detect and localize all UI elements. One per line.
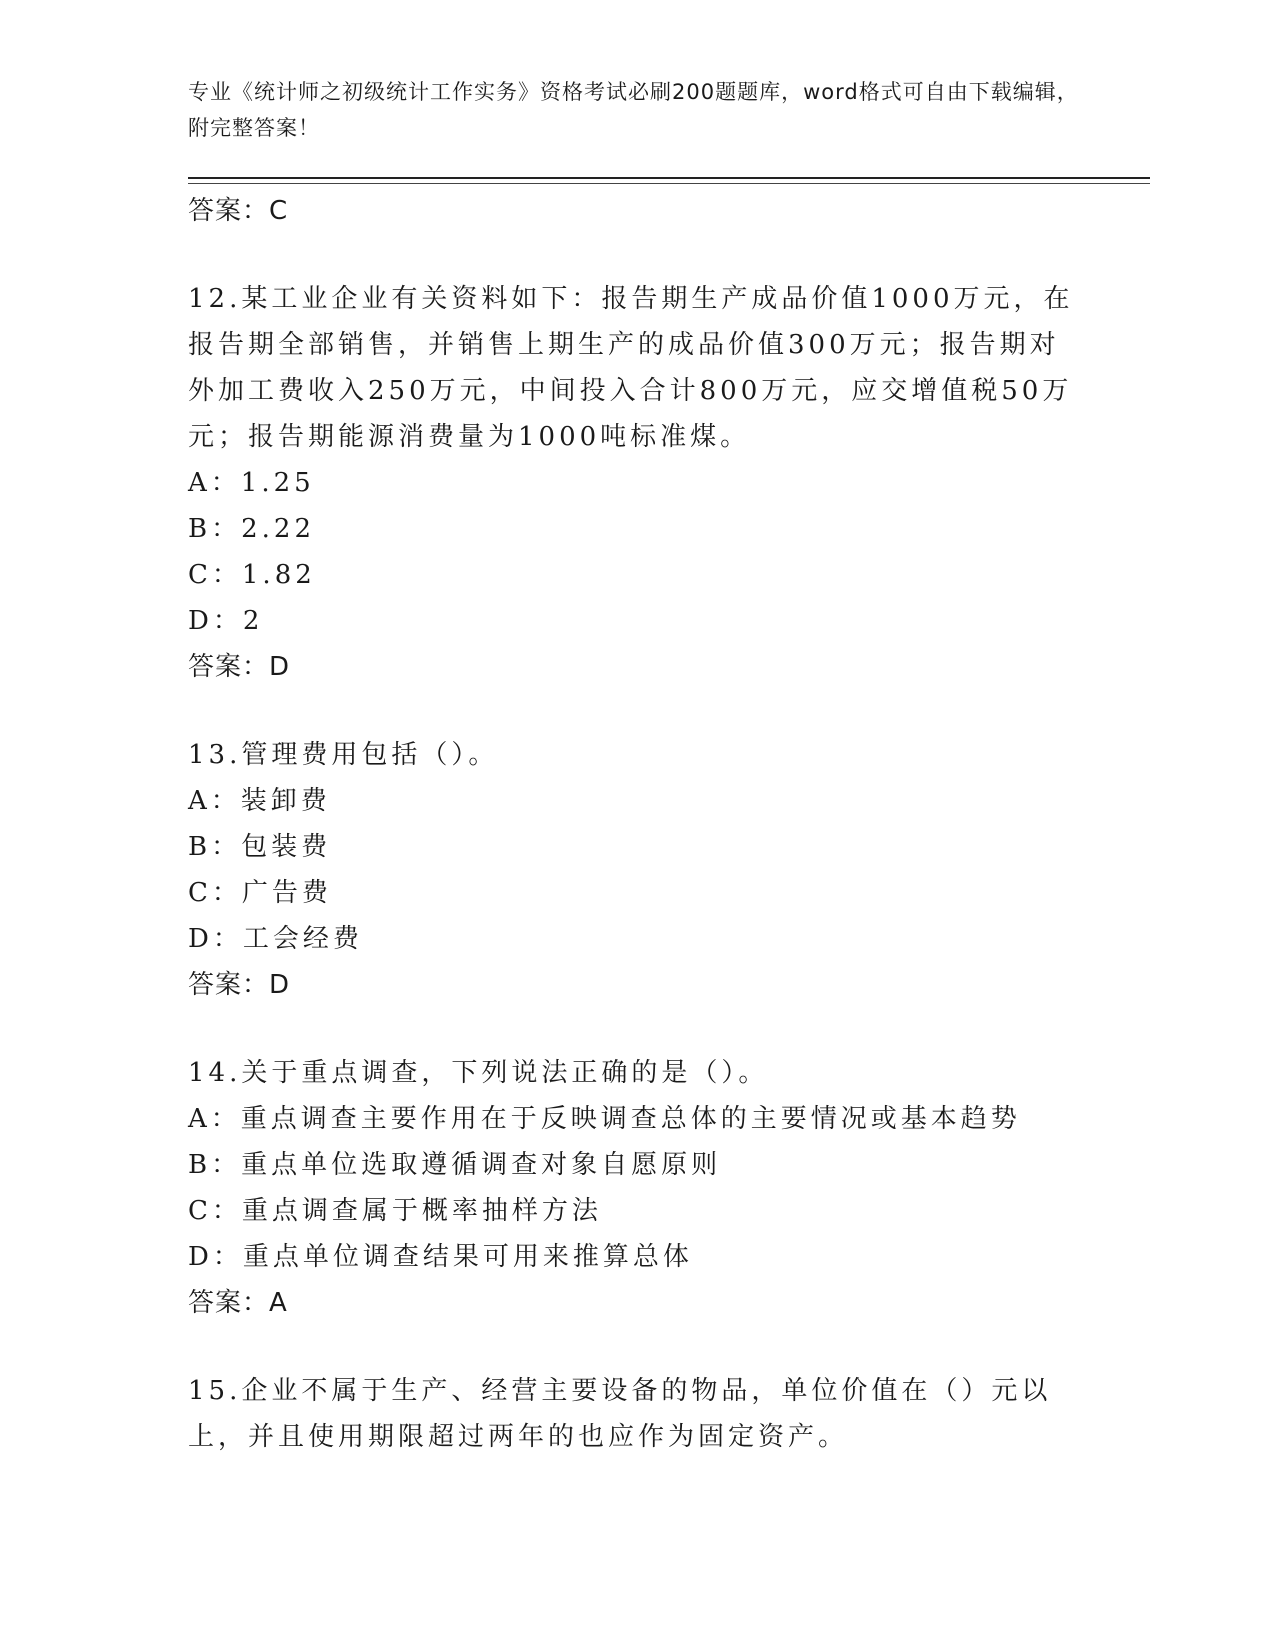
answer-13: 答案：D (188, 970, 291, 1000)
question-13-option-a: A：装卸费 (188, 786, 331, 816)
document-content (188, 188, 1088, 1460)
question-13-option-d: D：工会经费 (188, 924, 363, 954)
question-12 (188, 276, 1088, 690)
question-15 (188, 1368, 1088, 1460)
question-12-option-b: B：2.22 (188, 514, 315, 544)
question-14 (188, 1050, 1088, 1326)
question-12-option-c: C：1.82 (188, 560, 316, 590)
question-14-option-c: C：重点调查属于概率抽样方法 (188, 1196, 602, 1226)
question-13 (188, 732, 1088, 1008)
question-14-option-b: B：重点单位选取遵循调查对象自愿原则 (188, 1150, 722, 1180)
question-13-stem: 13.管理费用包括（）。 (188, 740, 499, 770)
answer-11: 答案：C (188, 196, 289, 226)
answer-14: 答案：A (188, 1288, 288, 1318)
question-13-option-b: B：包装费 (188, 832, 332, 862)
question-13-option-c: C：广告费 (188, 878, 332, 908)
header-rule-thick (188, 177, 1150, 179)
document-header: 专业《统计师之初级统计工作实务》资格考试必刷200题题库，word格式可自由下载编辑，附完整答案！ (188, 80, 1079, 140)
question-14-option-d: D：重点单位调查结果可用来推算总体 (188, 1242, 693, 1272)
question-14-option-a: A：重点调查主要作用在于反映调查总体的主要情况或基本趋势 (188, 1104, 1021, 1134)
question-12-option-a: A：1.25 (188, 468, 315, 498)
header-rule-thin (188, 183, 1150, 184)
question-14-stem: 14.关于重点调查，下列说法正确的是（）。 (188, 1058, 769, 1088)
question-15-stem: 15.企业不属于生产、经营主要设备的物品，单位价值在（）元以上，并且使用期限超过两年的也应作为固定资产。 (188, 1376, 1052, 1452)
answer-12: 答案：D (188, 652, 291, 682)
question-12-option-d: D：2 (188, 606, 264, 636)
question-12-stem: 12.某工业企业有关资料如下：报告期生产成品价值1000万元，在报告期全部销售，并销售上期生产的成品价值300万元；报告期对外加工费收入250万元，中间投入合计800万元，应交增值税50万元；报告期能源消费量为1000吨标准煤。 (188, 284, 1074, 452)
